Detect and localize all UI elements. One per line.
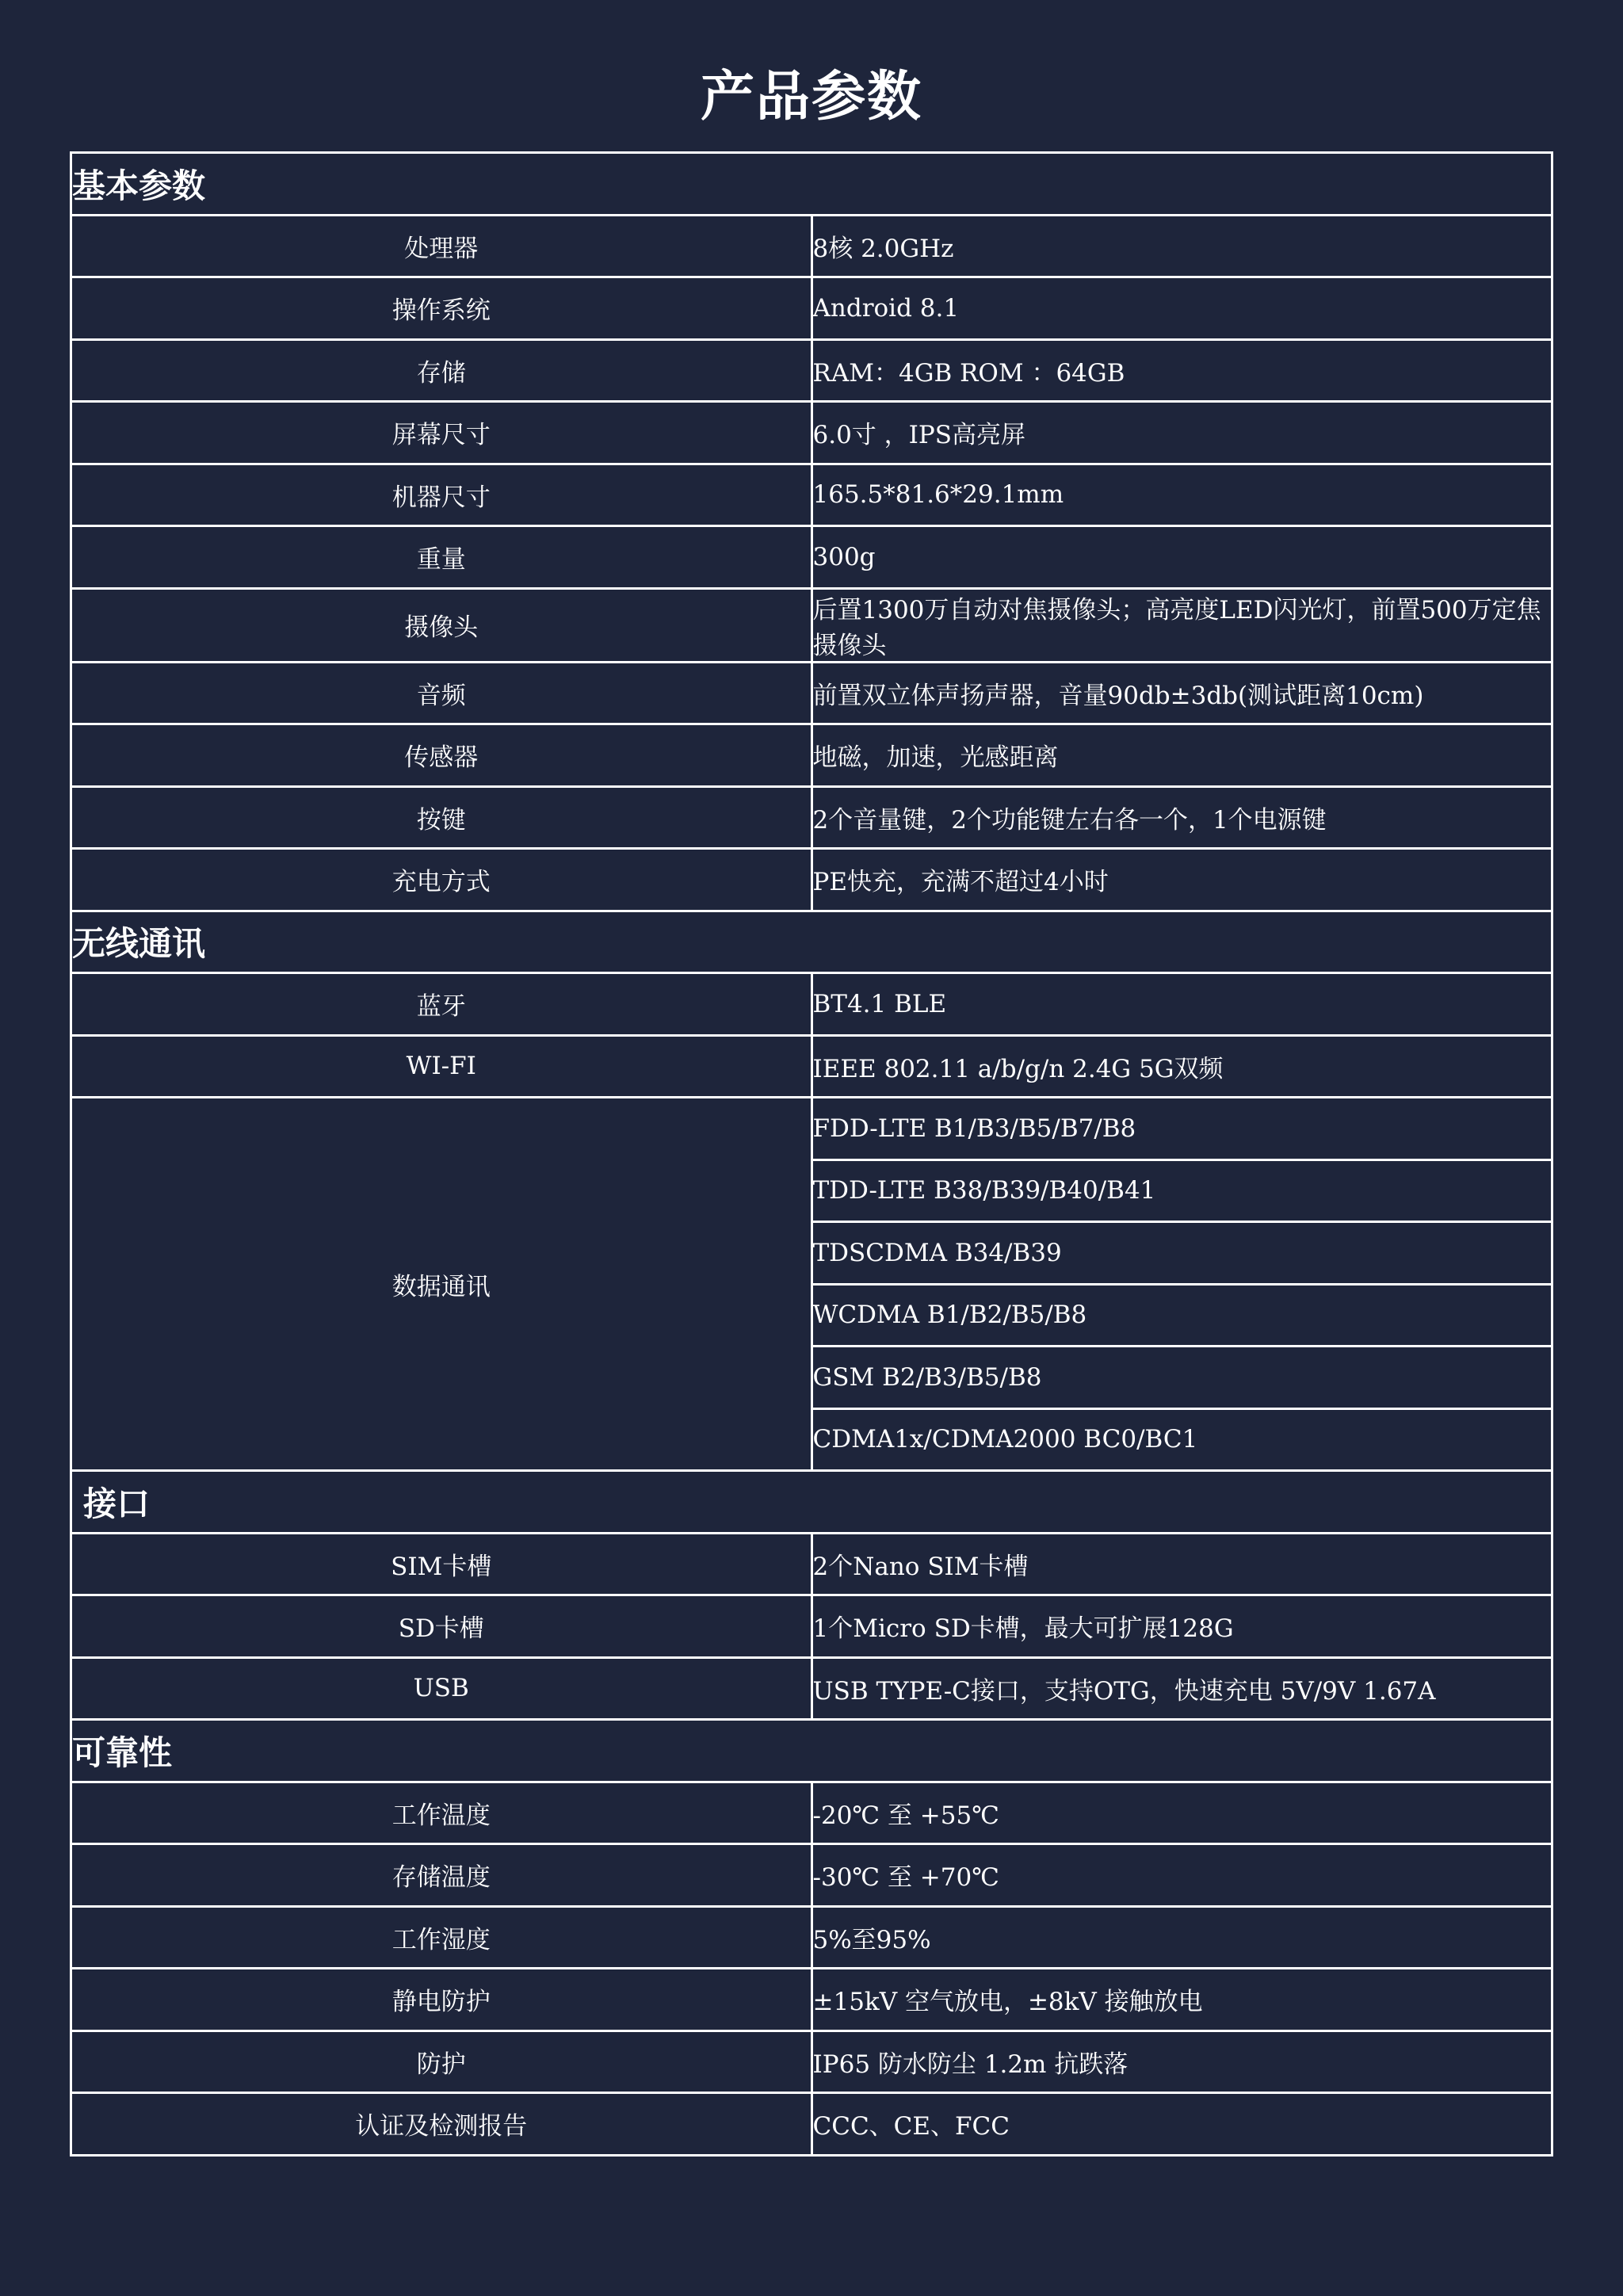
spec-label: 工作湿度 xyxy=(71,1906,812,1969)
section-heading-reliability: 可靠性 xyxy=(71,1720,1552,1782)
table-row xyxy=(71,786,1552,849)
section-header-row xyxy=(71,911,1552,973)
spec-label: 操作系统 xyxy=(71,277,812,340)
spec-value: 300g xyxy=(812,526,1552,589)
table-row xyxy=(71,973,1552,1036)
table-row xyxy=(71,215,1552,277)
table-row xyxy=(71,1969,1552,2031)
section-heading-basic: 基本参数 xyxy=(71,153,1552,216)
spec-value: Android 8.1 xyxy=(812,277,1552,340)
spec-value: FDD-LTE B1/B3/B5/B7/B8 xyxy=(812,1098,1552,1160)
section-heading-wireless: 无线通讯 xyxy=(71,911,1552,973)
spec-label: 认证及检测报告 xyxy=(71,2093,812,2156)
spec-value: IEEE 802.11 a/b/g/n 2.4G 5G双频 xyxy=(812,1035,1552,1098)
spec-label: 按键 xyxy=(71,786,812,849)
spec-value: ±15kV 空气放电，±8kV 接触放电 xyxy=(812,1969,1552,2031)
spec-value: RAM：4GB ROM ：64GB xyxy=(812,339,1552,402)
spec-value: -30℃ 至 +70℃ xyxy=(812,1844,1552,1907)
spec-value: 2个音量键，2个功能键左右各一个，1个电源键 xyxy=(812,786,1552,849)
table-row xyxy=(71,526,1552,589)
table-row xyxy=(71,662,1552,724)
table-row xyxy=(71,1906,1552,1969)
spec-value: 1个Micro SD卡槽，最大可扩展128G xyxy=(812,1595,1552,1658)
spec-label: 重量 xyxy=(71,526,812,589)
spec-value: IP65 防水防尘 1.2m 抗跌落 xyxy=(812,2030,1552,2093)
page-title: 产品参数 xyxy=(700,66,922,128)
spec-value: 后置1300万自动对焦摄像头；高亮度LED闪光灯，前置500万定焦摄像头 xyxy=(812,588,1552,662)
section-header-row xyxy=(71,1471,1552,1534)
table-row xyxy=(71,277,1552,340)
spec-value: 8核 2.0GHz xyxy=(812,215,1552,277)
spec-label: 机器尺寸 xyxy=(71,464,812,526)
table-row xyxy=(71,1782,1552,1844)
spec-label: 蓝牙 xyxy=(71,973,812,1036)
spec-value: CCC、CE、FCC xyxy=(812,2093,1552,2156)
table-row xyxy=(71,402,1552,464)
spec-value: BT4.1 BLE xyxy=(812,973,1552,1036)
spec-label: 传感器 xyxy=(71,724,812,787)
table-row xyxy=(71,849,1552,911)
spec-value: USB TYPE-C接口，支持OTG，快速充电 5V/9V 1.67A xyxy=(812,1657,1552,1720)
spec-value: TDSCDMA B34/B39 xyxy=(812,1222,1552,1285)
spec-value: 2个Nano SIM卡槽 xyxy=(812,1533,1552,1595)
table-row xyxy=(71,1657,1552,1720)
table-row xyxy=(71,1844,1552,1907)
spec-value: 5%至95% xyxy=(812,1906,1552,1969)
spec-value: GSM B2/B3/B5/B8 xyxy=(812,1347,1552,1409)
spec-label-data-comm: 数据通讯 xyxy=(71,1098,812,1471)
table-row xyxy=(71,2093,1552,2156)
spec-label: 处理器 xyxy=(71,215,812,277)
spec-label: 静电防护 xyxy=(71,1969,812,2031)
spec-label: 充电方式 xyxy=(71,849,812,911)
section-heading-interface: 接口 xyxy=(71,1471,1552,1534)
spec-value: 前置双立体声扬声器，音量90db±3db(测试距离10cm) xyxy=(812,662,1552,724)
section-header-row xyxy=(71,1720,1552,1782)
table-row xyxy=(71,339,1552,402)
spec-value: CDMA1x/CDMA2000 BC0/BC1 xyxy=(812,1408,1552,1471)
spec-label: 摄像头 xyxy=(71,588,812,662)
spec-label: SD卡槽 xyxy=(71,1595,812,1658)
spec-label: 存储温度 xyxy=(71,1844,812,1907)
spec-label: WI-FI xyxy=(71,1035,812,1098)
spec-value: WCDMA B1/B2/B5/B8 xyxy=(812,1284,1552,1347)
spec-label: USB xyxy=(71,1657,812,1720)
table-row xyxy=(71,2030,1552,2093)
spec-value: -20℃ 至 +55℃ xyxy=(812,1782,1552,1844)
section-header-row xyxy=(71,153,1552,216)
table-row xyxy=(71,1098,1552,1160)
table-row xyxy=(71,724,1552,787)
spec-table xyxy=(70,151,1553,2157)
spec-label: 音频 xyxy=(71,662,812,724)
spec-value: TDD-LTE B38/B39/B40/B41 xyxy=(812,1159,1552,1222)
spec-value: PE快充，充满不超过4小时 xyxy=(812,849,1552,911)
spec-label: 存储 xyxy=(71,339,812,402)
spec-label: SIM卡槽 xyxy=(71,1533,812,1595)
table-row xyxy=(71,1035,1552,1098)
spec-value: 165.5*81.6*29.1mm xyxy=(812,464,1552,526)
spec-value: 地磁，加速，光感距离 xyxy=(812,724,1552,787)
table-row xyxy=(71,464,1552,526)
spec-label: 工作温度 xyxy=(71,1782,812,1844)
table-row xyxy=(71,588,1552,662)
spec-label: 防护 xyxy=(71,2030,812,2093)
spec-label: 屏幕尺寸 xyxy=(71,402,812,464)
table-row xyxy=(71,1595,1552,1658)
spec-value: 6.0寸 ，IPS高亮屏 xyxy=(812,402,1552,464)
table-row xyxy=(71,1533,1552,1595)
